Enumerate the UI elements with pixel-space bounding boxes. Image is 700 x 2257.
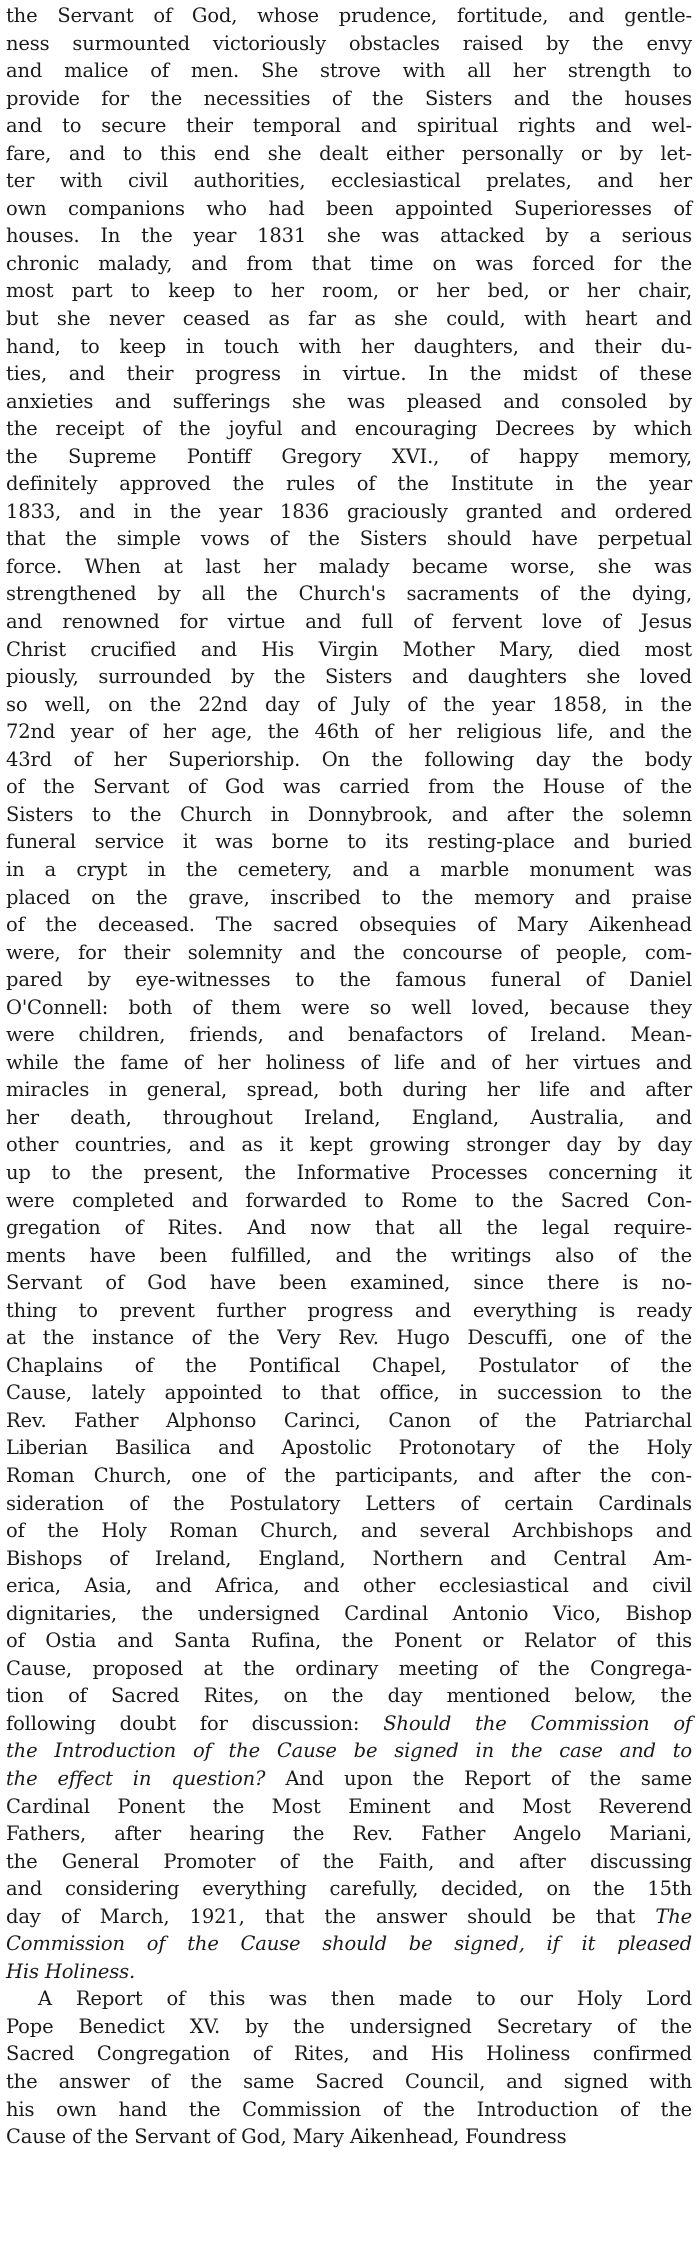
text-line: funeral service it was borne to its resting-place and buried — [6, 830, 692, 854]
text-line: Servant of God have been examined, since there is no- — [6, 1271, 692, 1295]
text-line: Liberian Basilica and Apostolic Protonotary of the Holy — [6, 1436, 692, 1460]
text-line: most part to keep to her room, or her bed, or her chair, — [6, 279, 692, 303]
text-line: and malice of men. She strove with all her strength to — [6, 59, 692, 83]
text-line: tion of Sacred Rites, on the day mentioned below, the — [6, 1684, 692, 1708]
text-line: 1833, and in the year 1836 graciously granted and ordered — [6, 499, 692, 523]
text-line: provide for the necessities of the Sisters and the houses — [6, 86, 692, 110]
text-line: Sacred Congregation of Rites, and His Holiness confirmed — [6, 2042, 692, 2066]
text-line: so well, on the 22nd day of July of the year 1858, in the — [6, 692, 692, 716]
text-line: ties, and their progress in virtue. In the midst of these — [6, 362, 692, 386]
text-line: Cause, lately appointed to that office, in succession to the — [6, 1381, 692, 1405]
text-line: Christ crucified and His Virgin Mother Mary, died most — [6, 637, 692, 661]
text-line: Fathers, after hearing the Rev. Father Angelo Mariani, — [6, 1822, 692, 1846]
text-line: chronic malady, and from that time on was forced for the — [6, 251, 692, 275]
text-line: that the simple vows of the Sisters should have perpetual — [6, 527, 692, 551]
text-line: force. When at last her malady became worse, she was — [6, 554, 692, 578]
text-line: the Servant of God, whose prudence, fortitude, and gentle- — [6, 4, 692, 27]
text-line: A Report of this was then made to our Holy Lord — [38, 1987, 692, 2011]
text-line: hand, to keep in touch with her daughters, and their du- — [6, 334, 692, 358]
text-line: ness surmounted victoriously obstacles raised by the envy — [6, 31, 692, 55]
text-line: piously, surrounded by the Sisters and daughters she loved — [6, 665, 692, 689]
text-line: were completed and forwarded to Rome to the Sacred Con- — [6, 1188, 692, 1212]
text-line: miracles in general, spread, both during her life and after — [6, 1078, 692, 1102]
text-line: Pope Benedict XV. by the undersigned Secretary of the — [6, 2014, 692, 2038]
text-line: O'Connell: both of them were so well loved, because they — [6, 995, 692, 1019]
text-line: ments have been fulfilled, and the writings also of the — [6, 1243, 692, 1267]
text-line: Rev. Father Alphonso Carinci, Canon of the Patriarchal — [6, 1408, 692, 1432]
text-line: and considering everything carefully, decided, on the 15th — [6, 1877, 692, 1901]
text-line: while the fame of her holiness of life and of her virtues and — [6, 1050, 692, 1074]
text-line: pared by eye-witnesses to the famous funeral of Daniel — [6, 968, 692, 992]
text-line: but she never ceased as far as she could, with heart and — [6, 307, 692, 331]
text-line: and renowned for virtue and full of fervent love of Jesus — [6, 610, 692, 634]
text-line: strengthened by all the Church's sacraments of the dying, — [6, 582, 692, 606]
text-line: anxieties and sufferings she was pleased and consoled by — [6, 389, 692, 413]
text-line: the effect in question? And upon the Report of the same — [6, 1767, 692, 1790]
text-line: the General Promoter of the Faith, and after discussing — [6, 1849, 692, 1873]
text-line: Bishops of Ireland, England, Northern and Central Am- — [6, 1546, 692, 1570]
text-line: Chaplains of the Pontifical Chapel, Postulator of the — [6, 1353, 692, 1377]
text-line: Cause of the Servant of God, Mary Aikenhead, Foundress — [6, 2125, 567, 2149]
text-line: the Supreme Pontiff Gregory XVI., of happy memory, — [6, 444, 692, 468]
text-line: at the instance of the Very Rev. Hugo Descuffi, one of the — [6, 1326, 692, 1350]
text-line: the answer of the same Sacred Council, and signed with — [6, 2070, 692, 2094]
text-line: in a crypt in the cemetery, and a marble monument was — [6, 857, 692, 881]
text-line: erica, Asia, and Africa, and other ecclesiastical and civil — [6, 1574, 692, 1598]
text-line: were children, friends, and benafactors of Ireland. Mean- — [6, 1023, 692, 1047]
text-line: Cause, proposed at the ordinary meeting of the Congrega- — [6, 1656, 692, 1680]
text-line: following doubt for discussion: Should the Commission of — [6, 1711, 692, 1735]
text-line: own companions who had been appointed Superioresses of — [6, 196, 692, 220]
text-line: dignitaries, the undersigned Cardinal Antonio Vico, Bishop — [6, 1601, 692, 1625]
paragraph-1 — [6, 2, 692, 1985]
text-line: 43rd of her Superiorship. On the following day the body — [6, 747, 692, 771]
text-line: definitely approved the rules of the Institute in the year — [6, 472, 692, 496]
text-line: Commission of the Cause should be signed, if it pleased — [6, 1932, 692, 1956]
text-line: of Ostia and Santa Rufina, the Ponent or Relator of this — [6, 1629, 692, 1653]
text-line: of the Holy Roman Church, and several Archbishops and — [6, 1519, 692, 1543]
text-line: day of March, 1921, that the answer should be that The — [6, 1904, 692, 1928]
text-line: his own hand the Commission of the Introduction of the — [6, 2097, 692, 2121]
text-line: and to secure their temporal and spiritual rights and wel- — [6, 114, 692, 138]
text-line: the receipt of the joyful and encouraging Decrees by which — [6, 417, 692, 441]
text-line: of the Servant of God was carried from the House of the — [6, 775, 692, 799]
text-line: thing to prevent further progress and everything is ready — [6, 1298, 692, 1322]
text-line: were, for their solemnity and the concourse of people, com- — [6, 940, 692, 964]
text-line: up to the present, the Informative Processes concerning it — [6, 1160, 692, 1184]
text-line: Sisters to the Church in Donnybrook, and after the solemn — [6, 802, 692, 826]
text-line: other countries, and as it kept growing stronger day by day — [6, 1133, 692, 1157]
text-line: placed on the grave, inscribed to the memory and praise — [6, 885, 692, 909]
text-line: houses. In the year 1831 she was attacked by a serious — [6, 224, 692, 248]
text-line: of the deceased. The sacred obsequies of Mary Aikenhead — [6, 913, 692, 937]
text-line: 72nd year of her age, the 46th of her religious life, and the — [6, 720, 692, 744]
text-line: Cardinal Ponent the Most Eminent and Most Reverend — [6, 1794, 692, 1818]
text-line: gregation of Rites. And now that all the legal require- — [6, 1216, 692, 1240]
text-line: sideration of the Postulatory Letters of certain Cardinals — [6, 1491, 692, 1515]
text-line: fare, and to this end she dealt either personally or by let- — [6, 141, 692, 165]
text-line: the Introduction of the Cause be signed in the case and to — [6, 1739, 692, 1763]
text-line: Roman Church, one of the participants, and after the con- — [6, 1463, 692, 1487]
paragraph-2 — [6, 1985, 692, 2150]
text-line: her death, throughout Ireland, England, Australia, and — [6, 1105, 692, 1129]
text-line: His Holiness. — [6, 1959, 136, 1983]
text-line: ter with civil authorities, ecclesiastical prelates, and her — [6, 169, 692, 193]
